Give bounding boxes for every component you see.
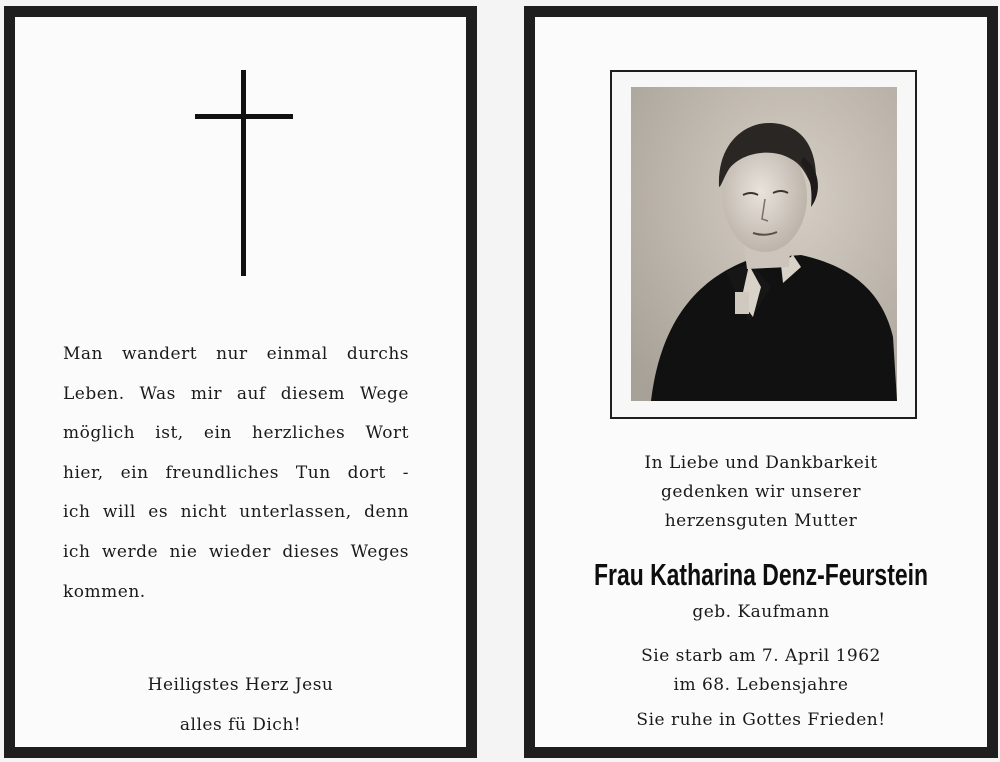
death-date: [535, 642, 987, 700]
poem-line: Leben. Was mir auf diesem Wege: [63, 383, 409, 404]
intro-line: gedenken wir unserer: [660, 482, 862, 502]
closing-blessing: Sie ruhe in Gottes Frieden!: [636, 710, 886, 730]
maiden-name: geb. Kaufmann: [692, 602, 830, 622]
memorial-intro: [535, 449, 987, 536]
prayer-invocation: [15, 665, 466, 745]
prayer-line: Heiligstes Herz Jesu: [147, 675, 334, 695]
intro-line: In Liebe und Dankbarkeit: [644, 453, 878, 473]
poem-text: [63, 335, 409, 612]
death-line: im 68. Lebensjahre: [673, 675, 849, 695]
death-line: Sie starb am 7. April 1962: [641, 646, 881, 666]
portrait-frame: [610, 70, 917, 419]
intro-line: herzensguten Mutter: [664, 511, 858, 531]
cross-icon: [241, 70, 246, 276]
poem-line: Man wandert nur einmal durchs: [63, 344, 409, 364]
poem-line: hier, ein freundliches Tun dort -: [63, 462, 409, 483]
poem-line: möglich ist, ein herzliches Wort: [63, 423, 409, 444]
poem-line: ich werde nie wieder dieses Weges: [63, 541, 409, 562]
poem-line: kommen.: [63, 581, 146, 602]
cross-icon-bar: [195, 114, 293, 119]
portrait-photo: [631, 87, 897, 401]
portrait-illustration: [631, 87, 897, 401]
prayer-line: alles fü Dich!: [179, 715, 302, 735]
poem-line: ich will es nicht unterlassen, denn: [63, 502, 409, 523]
deceased-name: Frau Katharina Denz-Feurstein: [594, 557, 928, 592]
prayer-card-left-panel: [4, 6, 477, 758]
prayer-card-right-panel: [524, 6, 998, 758]
